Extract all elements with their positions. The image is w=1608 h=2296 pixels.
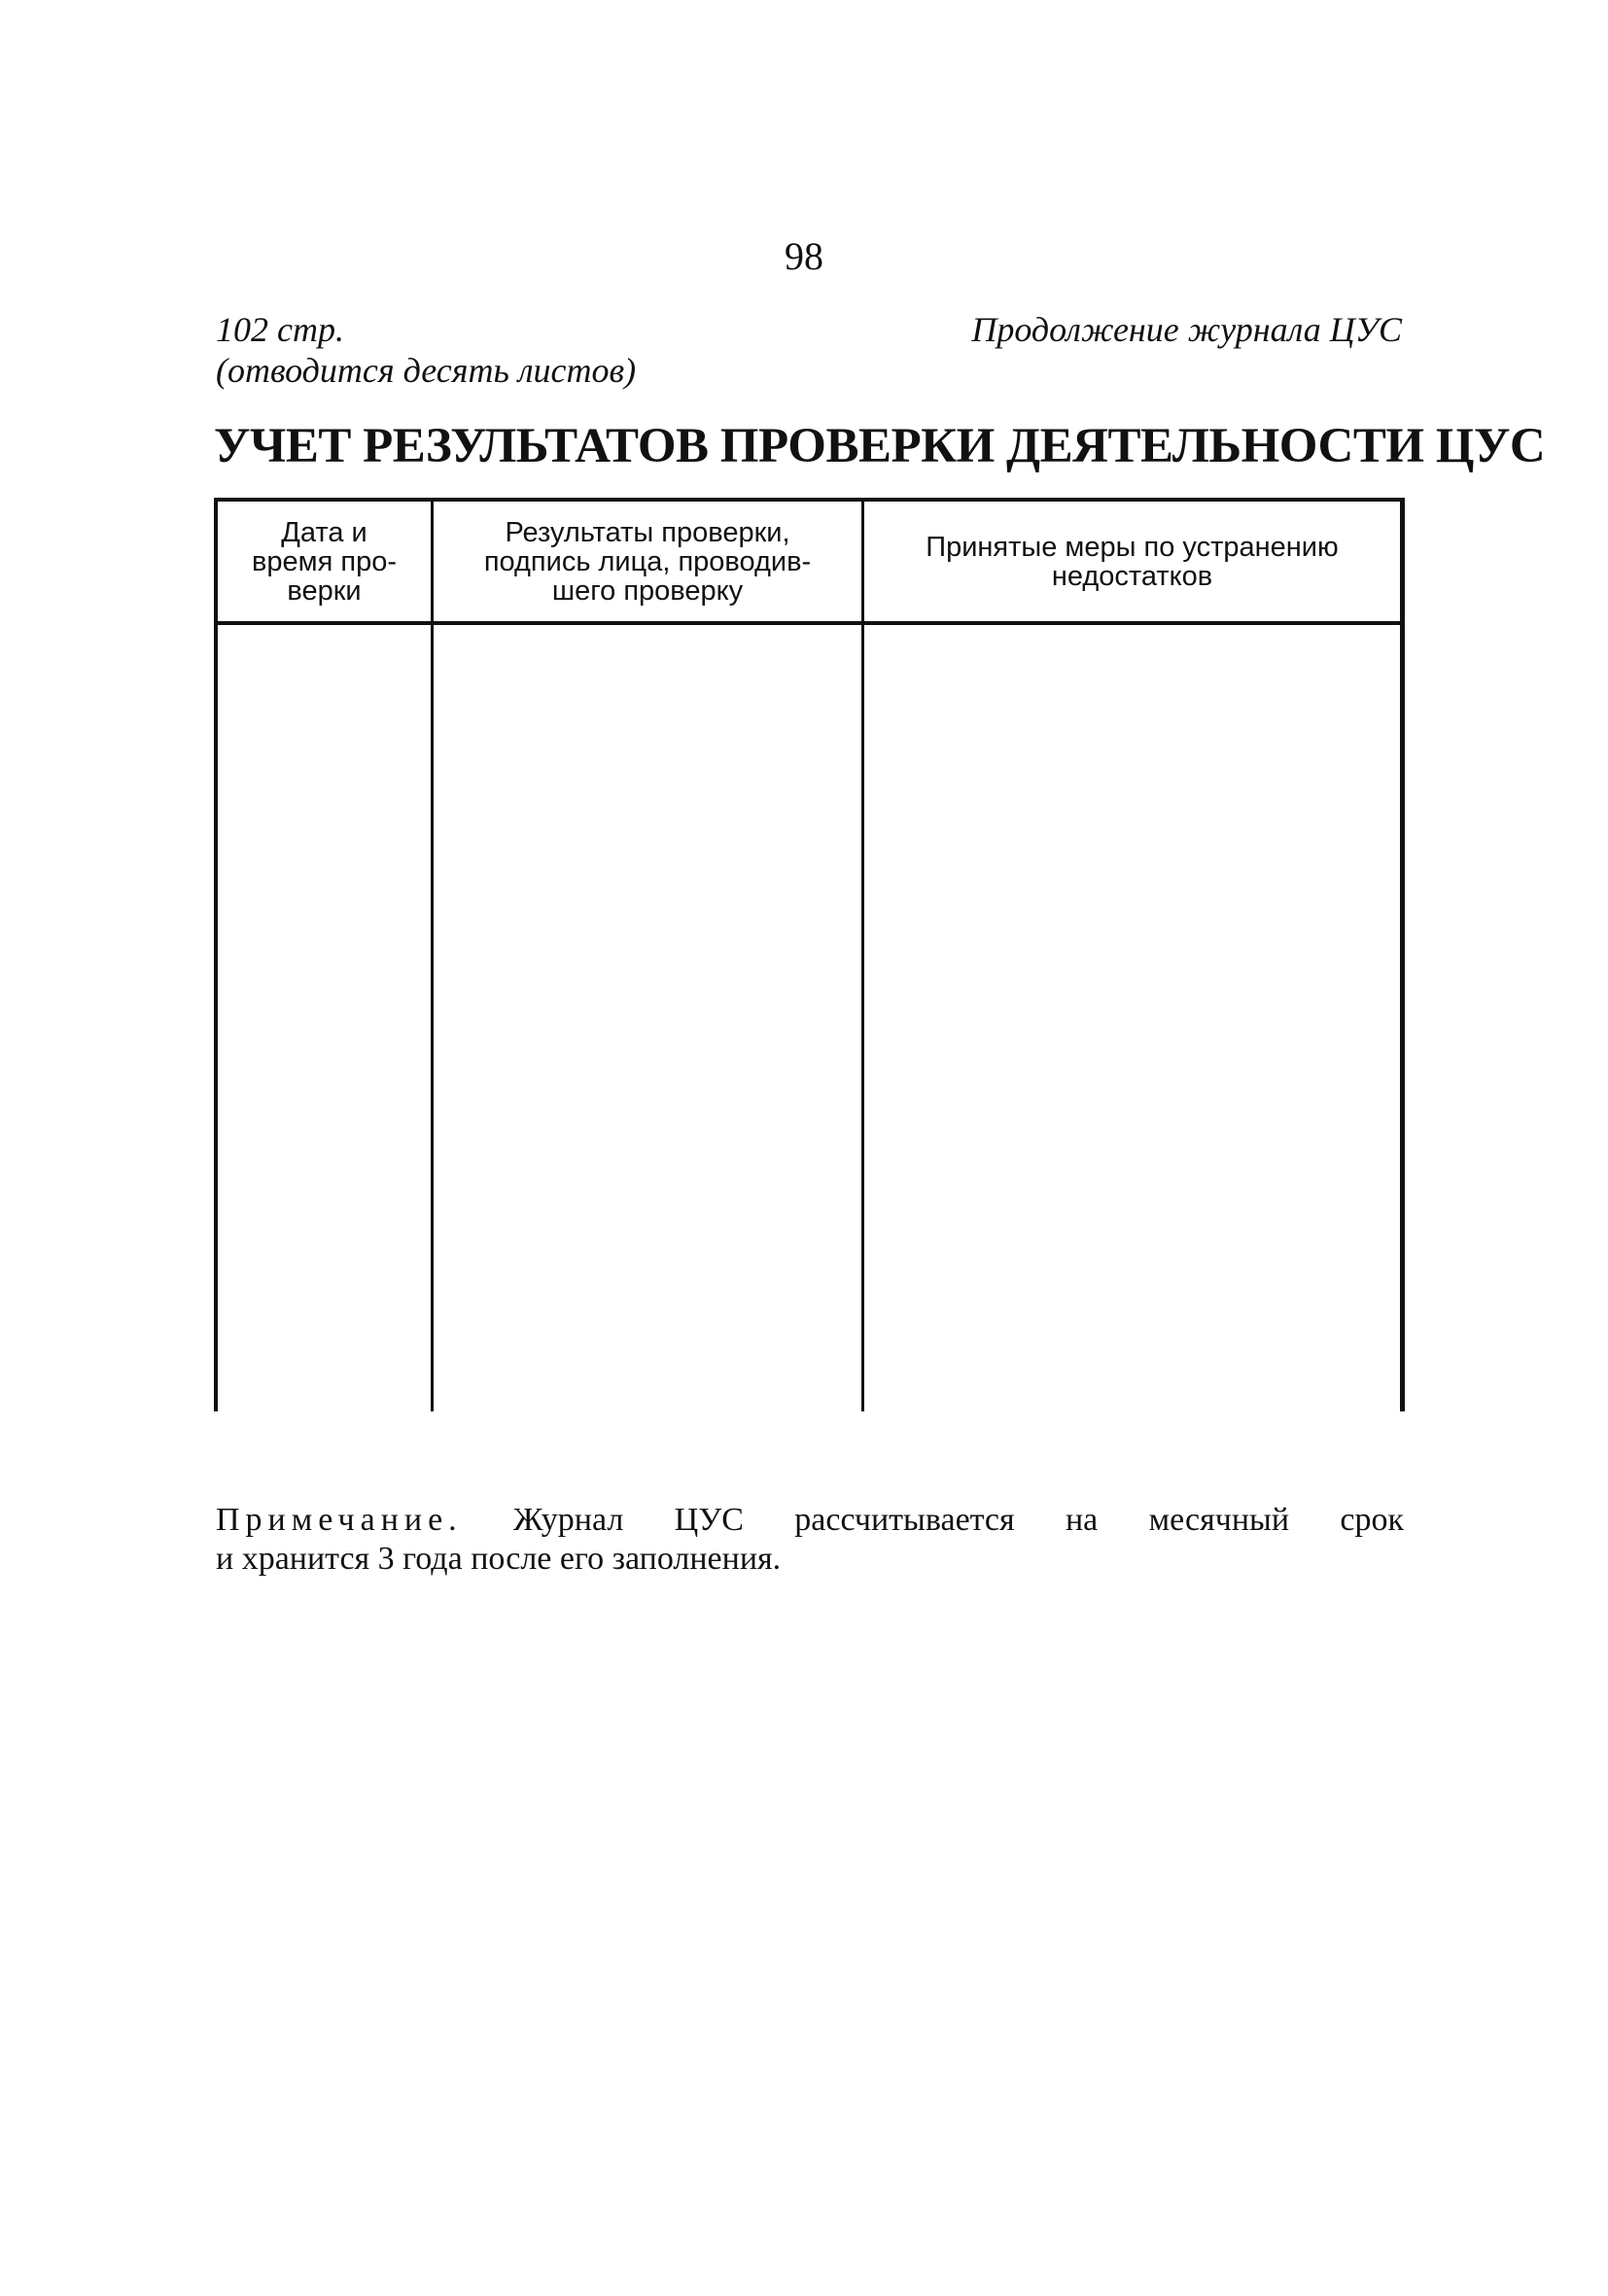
page-reference	[216, 309, 636, 391]
header-line: Дата и	[281, 516, 367, 548]
continuation-label: Продолжение журнала ЦУС	[971, 310, 1402, 349]
header-line: время про-	[252, 545, 397, 577]
column-divider-1	[431, 498, 434, 1411]
table-left-border	[214, 498, 218, 1411]
header-line: верки	[287, 574, 362, 607]
column-header-date	[218, 502, 431, 621]
page-title: УЧЕТ РЕЗУЛЬТАТОВ ПРОВЕРКИ ДЕЯТЕЛЬНОСТИ ЦУС	[214, 419, 1546, 473]
header-line: подпись лица, проводив-	[483, 545, 812, 577]
table-right-border	[1400, 498, 1405, 1411]
column-header-results	[434, 502, 861, 621]
header-line: шего проверку	[551, 574, 744, 607]
header-line: недостатков	[1051, 560, 1213, 592]
allocation-note: (отводится десять листов)	[216, 351, 637, 390]
footnote-line-1	[216, 1501, 1404, 1540]
footnote-text-1: Журнал ЦУС рассчитывается на месячный срок	[513, 1502, 1404, 1538]
header-line: Принятые меры по устранению	[926, 531, 1339, 563]
footnote	[216, 1501, 1404, 1579]
inspection-table	[214, 498, 1405, 1411]
column-header-measures	[864, 502, 1400, 621]
page-ref-label: 102 стр.	[216, 310, 344, 349]
footnote-text-2: и хранится 3 года после его заполнения.	[216, 1541, 782, 1577]
column-divider-2	[861, 498, 864, 1411]
header-separator	[214, 621, 1405, 625]
header-line: Результаты проверки,	[505, 516, 790, 548]
page-number: 98	[785, 234, 823, 278]
footnote-label: Примечание.	[216, 1502, 463, 1538]
